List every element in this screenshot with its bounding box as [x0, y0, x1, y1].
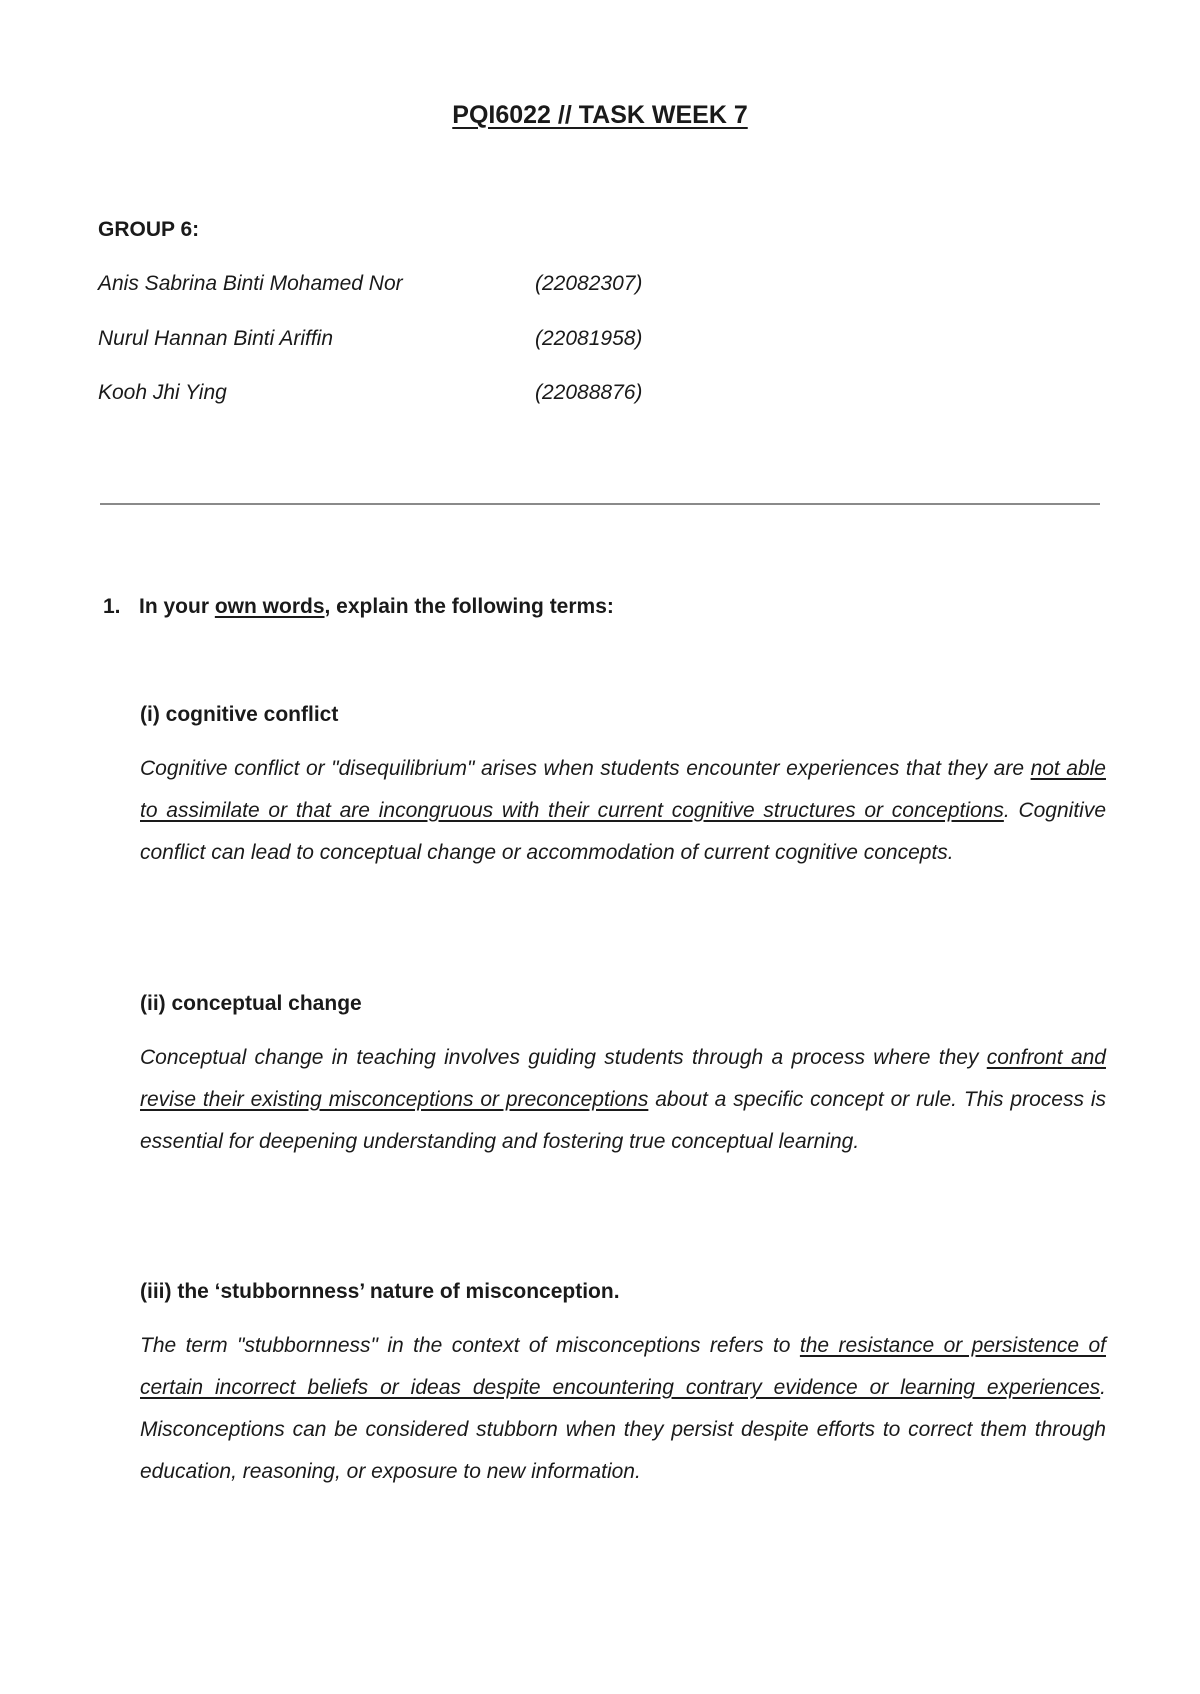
member-name: Kooh Jhi Ying [98, 381, 227, 404]
member-id: (22088876) [535, 381, 643, 404]
horizontal-divider [100, 503, 1100, 505]
term-definition-stubbornness [140, 1325, 1106, 1493]
question-number: 1. [103, 595, 121, 618]
question-text-end: , explain the following terms: [324, 595, 614, 618]
member-id: (22081958) [535, 327, 643, 350]
definition-text: Cognitive conflict or "disequilibrium" arises when students encounter experiences that they are [140, 757, 1031, 780]
term-heading-cognitive-conflict: (i) cognitive conflict [140, 703, 339, 726]
group-member [98, 327, 642, 351]
definition-emphasis: confront and revise their existing misconceptions or preconceptions [140, 1046, 1106, 1111]
definition-emphasis: not able to assimilate or that are incongruous with their current cognitive structures or conceptions [140, 757, 1106, 822]
definition-text: The term "stubbornness" in the context of misconceptions refers to [140, 1334, 800, 1357]
group-member [98, 272, 642, 296]
definition-text: . Cognitive conflict can lead to conceptual change or accommodation of current cognitive concepts. [140, 799, 1107, 864]
member-id: (22082307) [535, 272, 643, 295]
group-member [98, 381, 642, 405]
term-definition-cognitive-conflict [140, 748, 1106, 874]
member-name: Anis Sabrina Binti Mohamed Nor [98, 272, 403, 295]
term-heading-stubbornness: (iii) the ‘stubbornness’ nature of misconception. [140, 1280, 620, 1303]
page-title: PQI6022 // TASK WEEK 7 [452, 101, 748, 129]
question-text-start: In your [139, 595, 215, 618]
definition-text: Conceptual change in teaching involves guiding students through a process where they [140, 1046, 987, 1069]
term-definition-conceptual-change [140, 1037, 1106, 1163]
definition-text: about a specific concept or rule. This process is essential for deepening understanding and fostering true conceptual learning. [140, 1088, 1107, 1153]
definition-emphasis: the resistance or persistence of certain incorrect beliefs or ideas despite encountering contrary evidence or learning experiences [140, 1334, 1106, 1399]
question-emphasis: own words [214, 595, 325, 618]
question-prompt [103, 595, 614, 619]
member-name: Nurul Hannan Binti Ariffin [98, 327, 333, 350]
term-heading-conceptual-change: (ii) conceptual change [140, 992, 362, 1015]
group-label: GROUP 6: [98, 218, 200, 241]
definition-text: . Misconceptions can be considered stubborn when they persist despite efforts to correct them through education, reasoning, or exposure to new information. [140, 1376, 1106, 1483]
